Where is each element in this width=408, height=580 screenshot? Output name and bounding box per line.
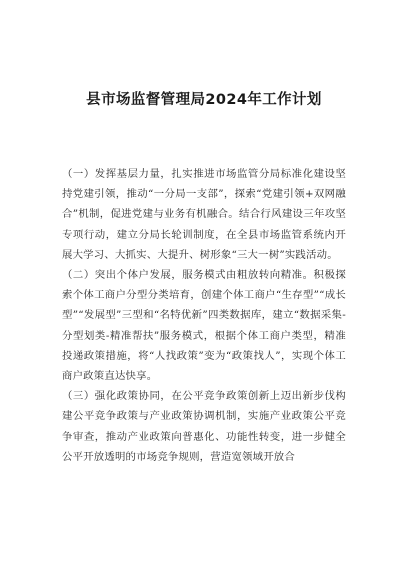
paragraph-3: （三）强化政策协同，在公平竞争政策创新上迈出新步伐构建公平竞争政策与产业政策协调机制，实施产业政策公平竞争审查，推动产业政策向普惠化、功能性转变，进一步健全公平开放透明的市场竞争规则，营造宽领域开放合 — [62, 390, 346, 463]
document-body — [62, 164, 346, 467]
paragraph-2: （二）突出个体户发展，服务模式由粗放转向精准。积极探索个体工商户分型分类培育，创建个体工商户“生存型”“成长型”“发展型”三型和“名特优新”四类数据库，建立“数据采集-分型划类-精准帮扶”服务模式，根据个体工商户类型，精准投递政策措施，将“人找政策”变为“政策找人”，实现个体工商户政策直达快享。 — [62, 269, 346, 383]
paragraph-1: （一）发挥基层力量，扎实推进市场监管分局标准化建设坚持党建引领，推动“一分局一支部”，探索“党建引领+双网融合”机制，促进党建与业务有机融合。结合行风建设三年攻坚专项行动，建立分局长轮训制度，在全县市场监管系统内开展大学习、大抓实、大提升、树形象“三大一树”实践活动。 — [62, 168, 346, 261]
document-title: 县市场监督管理局2024年工作计划 — [86, 92, 322, 108]
